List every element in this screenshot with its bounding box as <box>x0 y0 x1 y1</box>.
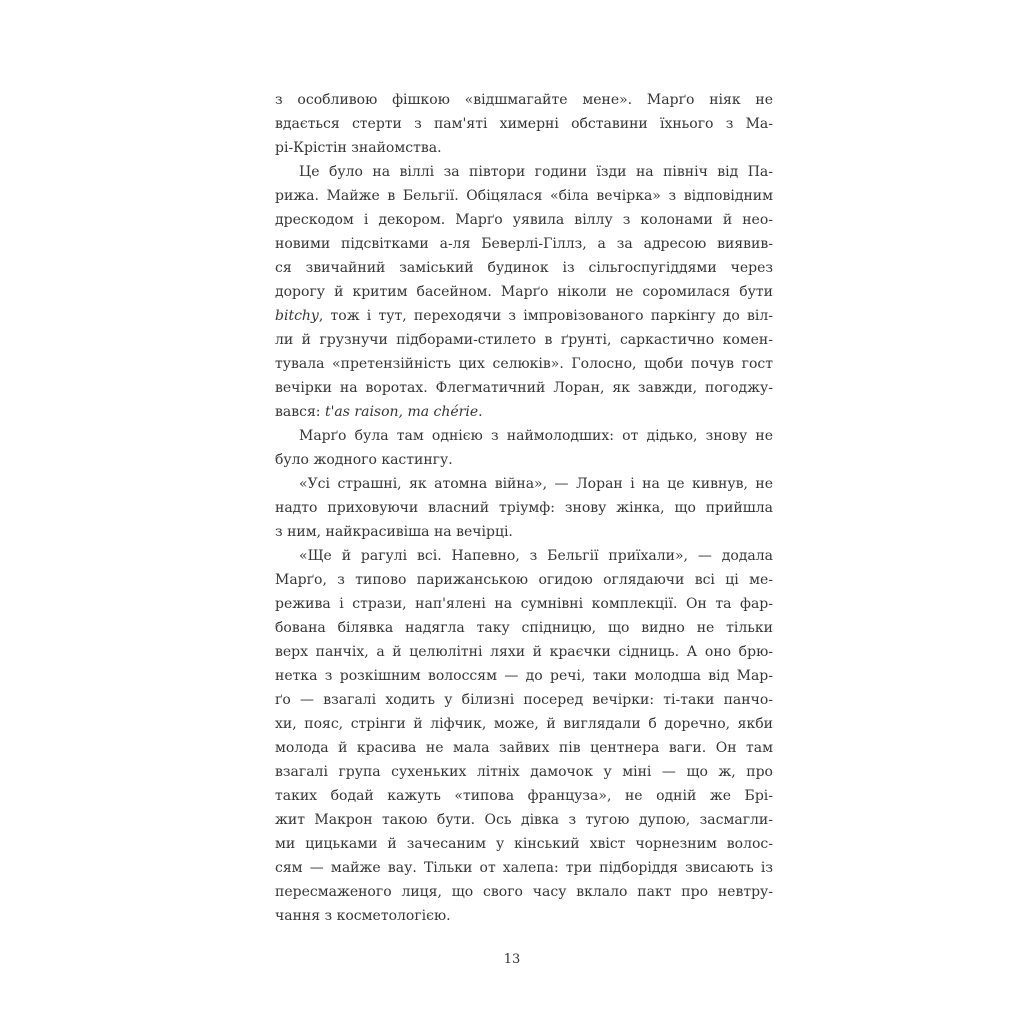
text-segment: ли й грузнучи підборами-стилето в ґрунті, саркастично комен- <box>275 332 773 348</box>
text-line <box>275 112 773 136</box>
text-segment: взагалі група сухеньких літніх дамочок у міні — що ж, про <box>275 764 773 780</box>
text-segment: режива і стрази, нап'ялені на сумнівні комплекції. Он та фар- <box>275 596 773 612</box>
text-line <box>275 304 773 328</box>
text-segment: вечірки на воротах. Флегматичний Лоран, як завжди, погоджу- <box>275 380 773 396</box>
text-segment: рижа. Майже в Бельгії. Обіцялася «біла вечірка» з відповідним <box>275 188 773 204</box>
text-line <box>275 88 773 112</box>
text-line <box>275 616 773 640</box>
text-line <box>275 712 773 736</box>
italic-text: t'as raison, ma chérie <box>324 404 479 420</box>
text-line <box>275 784 773 808</box>
text-line <box>275 688 773 712</box>
text-line <box>275 232 773 256</box>
text-line <box>275 592 773 616</box>
text-segment: рі-Крістін знайомства. <box>275 140 442 156</box>
text-line <box>275 904 773 928</box>
text-segment: таких бодай кажуть «типова француза», не одній же Брі- <box>275 788 773 804</box>
text-segment: дрескодом і декором. Марґо уявила віллу з колонами й нео- <box>275 212 773 228</box>
text-segment: Марґо була там однією з наймолодших: от дідько, знову не <box>299 428 773 444</box>
text-line <box>275 424 773 448</box>
text-segment: , тож і тут, переходячи з імпровізованого паркінгу до віл- <box>318 308 773 324</box>
text-segment: жит Макрон такою бути. Ось дівка з тугою дупою, засмагли- <box>275 812 773 828</box>
page-number: 13 <box>503 952 521 967</box>
text-segment: ґо — взагалі ходить у білизні посеред вечірки: ті-таки панчо- <box>275 692 773 708</box>
text-segment: з ним, найкрасивіша на вечірці. <box>275 524 513 540</box>
text-line <box>275 352 773 376</box>
text-segment: «Ще й рагулі всі. Напевно, з Бельгії приїхали», — додала <box>299 548 773 564</box>
text-line <box>275 184 773 208</box>
text-segment: надто приховуючи власний тріумф: знову жінка, що прийшла <box>275 500 773 516</box>
text-line <box>275 448 773 472</box>
text-line <box>275 808 773 832</box>
text-line <box>275 496 773 520</box>
text-line <box>275 472 773 496</box>
text-segment: було жодного кастингу. <box>275 452 453 468</box>
text-segment: вдається стерти з пам'яті химерні обставини їхнього з Ма- <box>275 116 773 132</box>
text-line <box>275 328 773 352</box>
text-line <box>275 400 773 424</box>
text-segment: дорогу й критим басейном. Марґо ніколи не соромилася бути <box>275 284 773 300</box>
text-line <box>275 760 773 784</box>
italic-text: bitchy <box>275 308 319 324</box>
text-line <box>275 376 773 400</box>
text-line <box>275 136 773 160</box>
text-segment: вався: <box>275 404 325 420</box>
text-segment: сям — майже вау. Тільки от халепа: три підборіддя звисають із <box>275 860 773 876</box>
text-segment: «Усі страшні, як атомна війна», — Лоран і на це кивнув, не <box>299 476 773 492</box>
text-segment: чання з косметологією. <box>275 908 451 924</box>
text-line <box>275 160 773 184</box>
text-segment: пересмаженого лиця, що свого часу вклало пакт про невтру- <box>275 884 773 900</box>
text-line <box>275 664 773 688</box>
text-segment: хи, пояс, стрінги й ліфчик, може, й виглядали б доречно, якби <box>275 716 773 732</box>
text-segment: молода й красива не мала зайвих пів центнера ваги. Он там <box>275 740 773 756</box>
text-segment: Марґо, з типово парижанською огидою оглядаючи всі ці ме- <box>275 572 773 588</box>
text-line <box>275 256 773 280</box>
text-line <box>275 280 773 304</box>
text-line <box>275 640 773 664</box>
text-line <box>275 736 773 760</box>
text-segment: ми цицьками й зачесаним у кінський хвіст чорнезним волос- <box>275 836 773 852</box>
text-line <box>275 208 773 232</box>
text-line <box>275 832 773 856</box>
text-line <box>275 880 773 904</box>
text-segment: тувала «претензійність цих селюків». Голосно, щоби почув гост <box>275 356 773 372</box>
text-segment: . <box>478 404 483 420</box>
text-segment: Це було на віллі за півтори години їзди на північ від Па- <box>299 164 773 180</box>
text-segment: з особливою фішкою «відшмагайте мене». Марґо ніяк не <box>275 92 773 108</box>
text-segment: нетка з розкішним волоссям — до речі, таки молодша від Мар- <box>275 668 773 684</box>
text-segment: ся звичайний заміський будинок із сільгоспугіддями через <box>275 260 773 276</box>
text-line <box>275 520 773 544</box>
text-line <box>275 568 773 592</box>
text-segment: бована білявка надягла таку спідницю, що видно не тільки <box>275 620 773 636</box>
text-line <box>275 856 773 880</box>
text-segment: верх панчіх, а й целюлітні ляхи й краєчки сідниць. А оно брю- <box>275 644 773 660</box>
text-segment: новими підсвітками а-ля Беверлі-Гіллз, а за адресою виявив- <box>275 236 773 252</box>
text-line <box>275 544 773 568</box>
